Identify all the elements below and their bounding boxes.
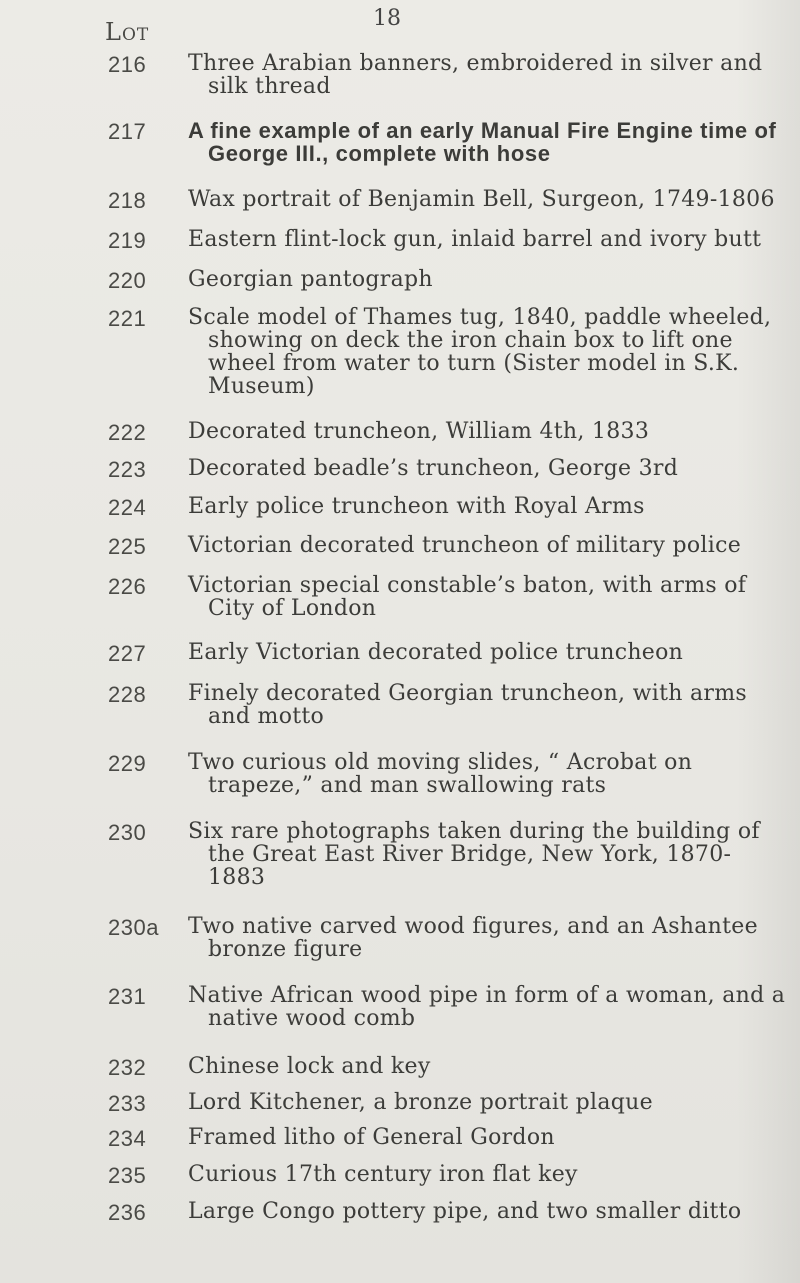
lot-number: 231	[108, 984, 147, 1009]
lot-number: 235	[108, 1163, 147, 1188]
lot-number: 221	[108, 306, 147, 331]
lot-description: Curious 17th century iron flat key	[188, 1162, 578, 1187]
lot-description: Eastern flint-lock gun, inlaid barrel and ivory butt	[188, 227, 762, 252]
lot-description: Victorian decorated truncheon of military police	[188, 533, 742, 558]
lot-number: 232	[108, 1055, 147, 1080]
lot-description: Early police truncheon with Royal Arms	[188, 494, 645, 519]
lot-number: 224	[108, 495, 147, 520]
lot-description: Decorated beadle’s truncheon, George 3rd	[188, 456, 679, 481]
lot-description: Framed litho of General Gordon	[188, 1125, 555, 1150]
lot-number: 229	[108, 751, 147, 776]
lot-description: Two native carved wood figures, and an Ashantee bronze figure	[188, 914, 758, 962]
lot-description: Lord Kitchener, a bronze portrait plaque	[188, 1090, 653, 1115]
lot-description: Two curious old moving slides, “ Acrobat on trapeze,” and man swallowing rats	[188, 750, 693, 798]
lot-description: Native African wood pipe in form of a woman, and a native wood comb	[188, 983, 786, 1031]
lot-description: A fine example of an early Manual Fire Engine time of George III., complete with hose	[188, 118, 777, 166]
lot-description: Early Victorian decorated police truncheon	[188, 640, 684, 665]
lot-number: 223	[108, 457, 147, 482]
lot-number: 220	[108, 268, 147, 293]
lot-description: Decorated truncheon, William 4th, 1833	[188, 419, 650, 444]
lot-number: 230	[108, 820, 147, 845]
lot-number: 228	[108, 682, 147, 707]
lot-number: 216	[108, 52, 147, 77]
lot-number: 234	[108, 1126, 147, 1151]
lot-number: 222	[108, 420, 147, 445]
lot-description: Three Arabian banners, embroidered in silver and silk thread	[188, 51, 763, 99]
lot-description: Six rare photographs taken during the building of the Great East River Bridge, New York, 1870-1883	[188, 819, 760, 890]
lot-number: 219	[108, 228, 147, 253]
lot-number: 217	[108, 119, 147, 144]
lot-number: 227	[108, 641, 147, 666]
lot-description: Large Congo pottery pipe, and two smaller ditto	[188, 1199, 742, 1224]
lot-description: Victorian special constable’s baton, with arms of City of London	[188, 573, 747, 621]
lot-description: Chinese lock and key	[188, 1054, 431, 1079]
lot-number: 236	[108, 1200, 147, 1225]
page-number: 18	[373, 6, 401, 31]
lot-number: 218	[108, 188, 147, 213]
lot-number: 226	[108, 574, 147, 599]
lot-number: 225	[108, 534, 147, 559]
lot-description: Georgian pantograph	[188, 267, 433, 292]
lot-number: 233	[108, 1091, 147, 1116]
lot-column-heading: Lot	[105, 18, 150, 46]
lot-description: Finely decorated Georgian truncheon, with arms and motto	[188, 681, 747, 729]
lot-description: Scale model of Thames tug, 1840, paddle wheeled, showing on deck the iron chain box to lift one wheel from water to turn (Sister model in S.K. Museum)	[188, 305, 772, 399]
lot-number: 230a	[108, 915, 159, 940]
lot-description: Wax portrait of Benjamin Bell, Surgeon, 1749-1806	[188, 187, 775, 212]
